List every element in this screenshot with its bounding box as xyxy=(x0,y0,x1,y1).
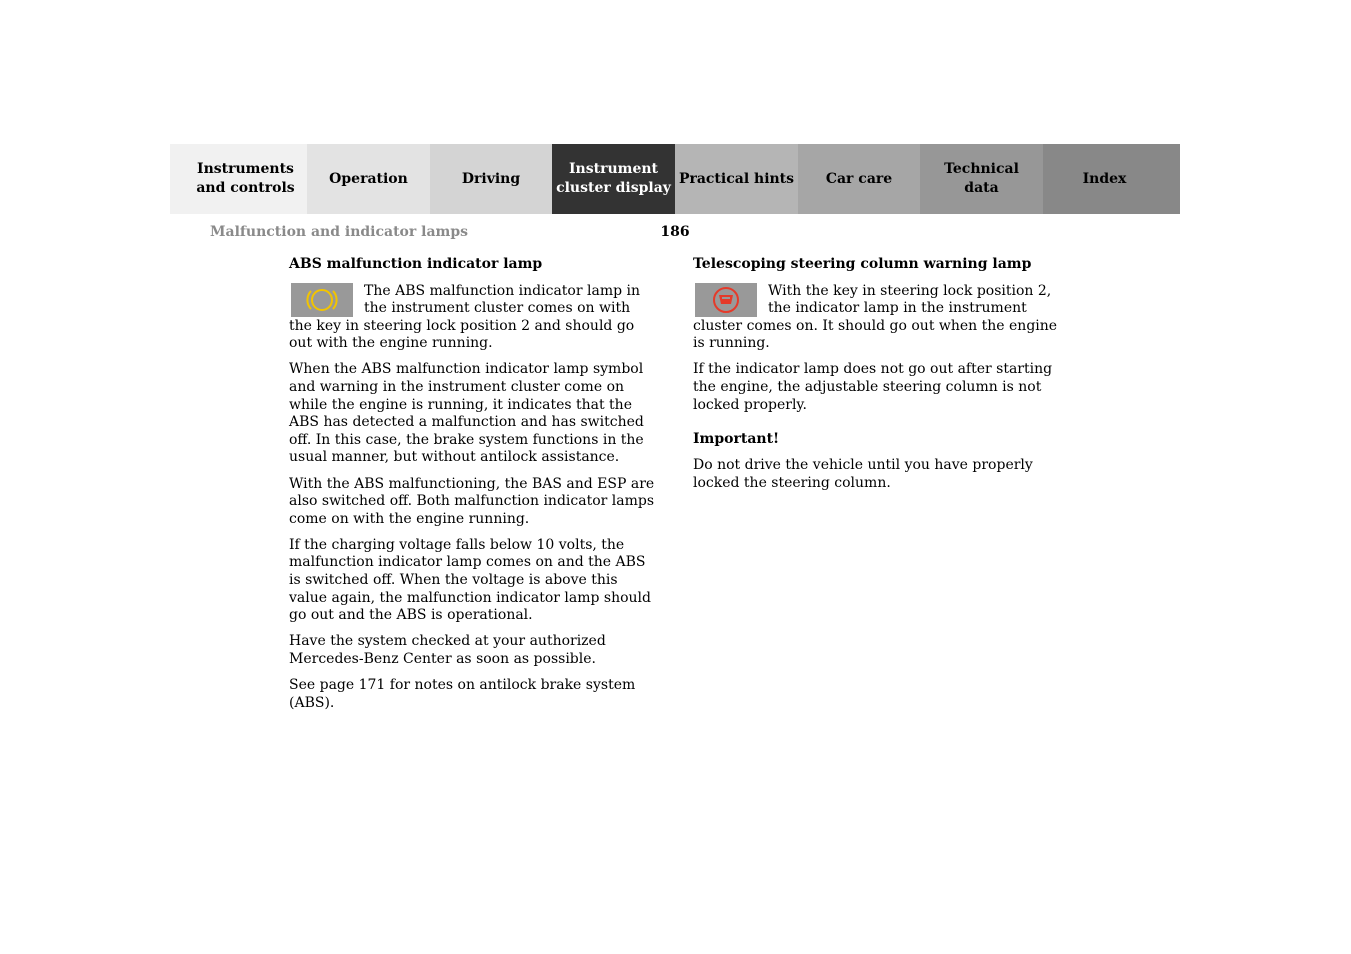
abs-heading: ABS malfunction indicator lamp xyxy=(289,256,543,272)
section-tabs xyxy=(170,144,1180,214)
tab-instrument-cluster-display[interactable]: Instrument cluster display xyxy=(552,144,675,214)
tab-index[interactable]: Index xyxy=(1043,144,1180,214)
important-text: Do not drive the vehicle until you have properly locked the steering column. xyxy=(693,457,1033,491)
important-heading: Important! xyxy=(693,431,780,448)
tab-operation[interactable]: Operation xyxy=(307,144,430,214)
page-number: 186 xyxy=(660,224,690,240)
tab-driving[interactable]: Driving xyxy=(430,144,552,214)
right-column xyxy=(693,256,1061,501)
steering-column-warning-icon xyxy=(695,283,757,317)
abs-paragraph-6: See page 171 for notes on antilock brake system (ABS). xyxy=(289,676,636,711)
steering-column-heading: Telescoping steering column warning lamp xyxy=(693,256,1032,272)
steering-paragraph-1: With the key in steering lock position 2, the indicator lamp in the instrument cluster comes on. It should go out when the engine is running. xyxy=(693,282,1058,352)
tab-practical-hints[interactable]: Practical hints xyxy=(675,144,798,214)
steering-paragraph-2: If the indicator lamp does not go out after starting the engine, the adjustable steering column is not locked properly. xyxy=(693,361,1053,413)
abs-malfunction-lamp-icon xyxy=(291,283,353,317)
tab-instruments-and-controls[interactable]: Instruments and controls xyxy=(170,144,307,214)
abs-paragraph-5: Have the system checked at your authorized Mercedes-Benz Center as soon as possible. xyxy=(289,633,606,667)
abs-paragraph-3: With the ABS malfunctioning, the BAS and ESP are also switched off. Both malfunction indicator lamps come on with the engine running. xyxy=(289,475,655,527)
tab-technical-data[interactable]: Technical data xyxy=(920,144,1043,214)
abs-paragraph-1: The ABS malfunction indicator lamp in the instrument cluster comes on with the key in steering lock position 2 and should go out with the engine running. xyxy=(289,282,641,352)
abs-paragraph-4: If the charging voltage falls below 10 volts, the malfunction indicator lamp comes on and the ABS is switched off. When the voltage is above this value again, the malfunction indicator lamp should go out and the ABS is operational. xyxy=(289,536,651,624)
left-column xyxy=(289,256,657,721)
abs-paragraph-2: When the ABS malfunction indicator lamp symbol and warning in the instrument cluster come on while the engine is running, it indicates that the ABS has detected a malfunction and has switched off. In this case, the brake system functions in the usual manner, but without antilock assistance. xyxy=(289,361,644,466)
tab-car-care[interactable]: Car care xyxy=(798,144,920,214)
section-title: Malfunction and indicator lamps xyxy=(210,224,469,240)
